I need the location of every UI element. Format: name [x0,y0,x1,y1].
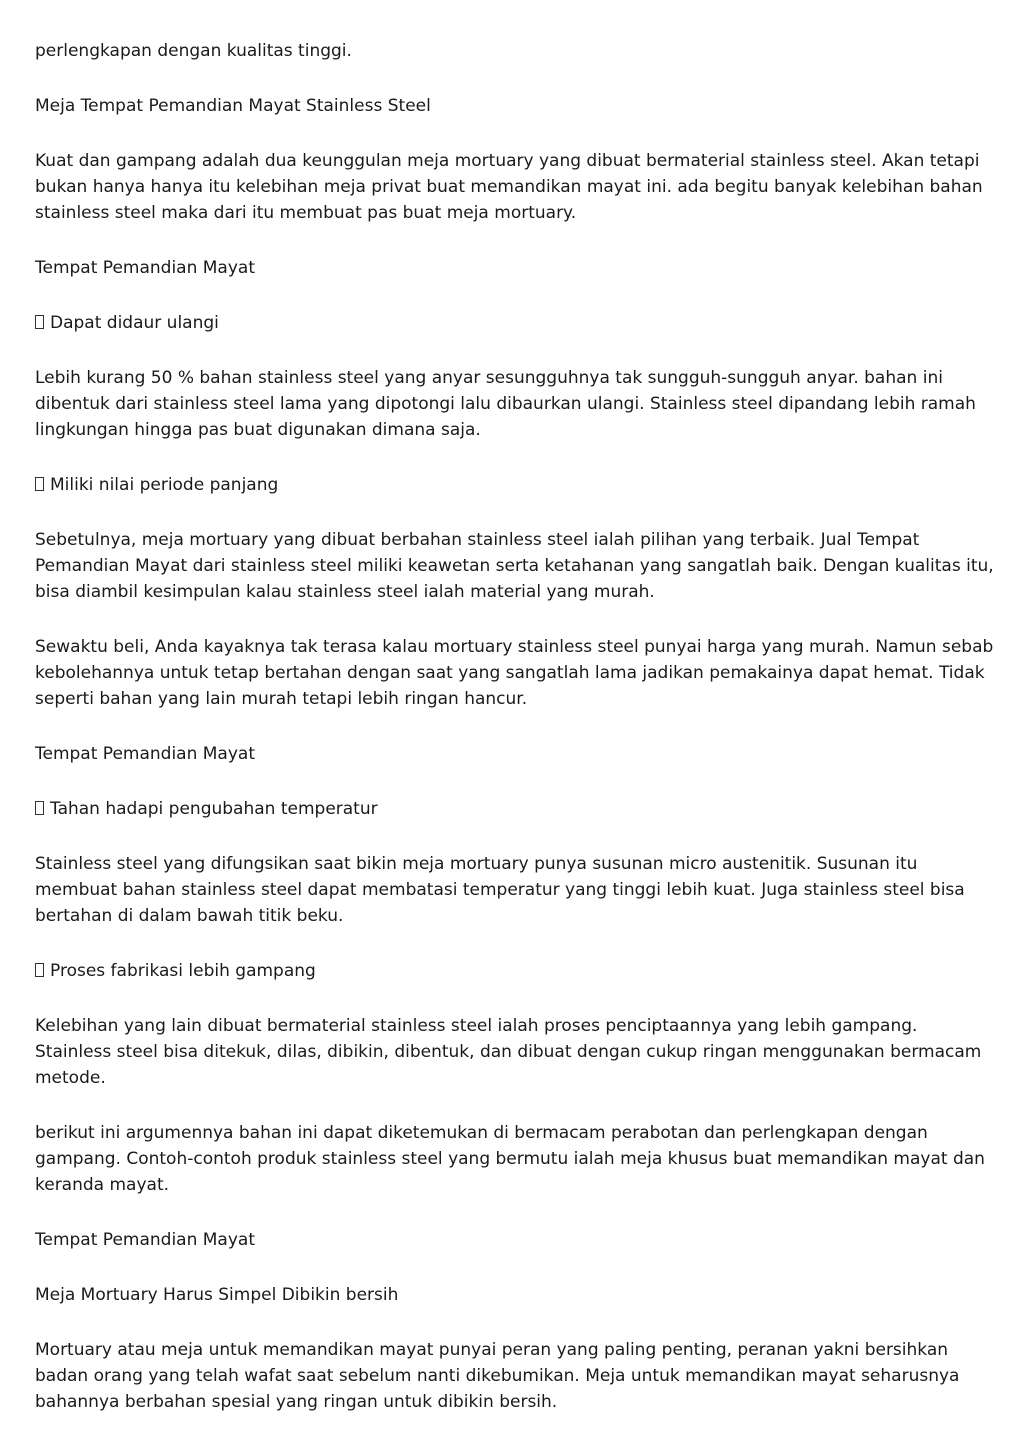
missing-glyph-icon [35,801,44,815]
missing-glyph-icon [35,963,44,977]
missing-glyph-icon [35,477,44,491]
paragraph: Meja Tempat Pemandian Mayat Stainless Steel [35,96,431,116]
bullet-item: Dapat didaur ulangi [35,310,995,336]
bullet-item: Proses fabrikasi lebih gampang [35,958,995,984]
paragraph: Tempat Pemandian Mayat [35,744,255,764]
paragraph: Kelebihan yang lain dibuat bermaterial stainless steel ialah proses penciptaannya yang lebih gampang. Stainless steel bisa ditekuk, dilas, dibikin, dibentuk, dan dibuat dengan cukup ringan menggunakan bermacam metode. [35,1016,982,1088]
paragraph: Sebetulnya, meja mortuary yang dibuat berbahan stainless steel ialah pilihan yang terbaik. Jual Tempat Pemandian Mayat dari stainless steel miliki keawetan serta ketahanan yang sangatlah baik. Dengan kualitas itu, bisa diambil kesimpulan kalau stainless steel ialah material yang murah. [35,530,994,602]
paragraph: Lebih kurang 50 % bahan stainless steel yang anyar sesungguhnya tak sungguh-sungguh anyar. bahan ini dibentuk dari stainless steel lama yang dipotongi lalu dibaurkan ulangi. Stainless steel dipandang lebih ramah lingkungan hingga pas buat digunakan dimana saja. [35,368,976,440]
paragraph: berikut ini argumennya bahan ini dapat diketemukan di bermacam perabotan dan perlengkapan dengan gampang. Contoh-contoh produk stainless steel yang bermutu ialah meja khusus buat memandikan mayat dan keranda mayat. [35,1123,985,1195]
paragraph: Sewaktu beli, Anda kayaknya tak terasa kalau mortuary stainless steel punyai harga yang murah. Namun sebab kebolehannya untuk tetap bertahan dengan saat yang sangatlah lama jadikan pemakainya dapat hemat. Tidak seperti bahan yang lain murah tetapi lebih ringan hancur. [35,637,994,709]
paragraph: Kuat dan gampang adalah dua keunggulan meja mortuary yang dibuat bermaterial stainless steel. Akan tetapi bukan hanya hanya itu kelebihan meja privat buat memandikan mayat ini. ada begitu banyak kelebihan bahan stainless steel maka dari itu membuat pas buat meja mortuary. [35,151,983,223]
bullet-item: Tahan hadapi pengubahan temperatur [35,796,995,822]
paragraph: Meja Mortuary Harus Simpel Dibikin bersih [35,1285,399,1305]
missing-glyph-icon [35,315,44,329]
paragraph: Mortuary atau meja untuk memandikan mayat punyai peran yang paling penting, peranan yakni bersihkan badan orang yang telah wafat saat sebelum nanti dikebumikan. Meja untuk memandikan mayat seharusnya bahannya berbahan spesial yang ringan untuk dibikin bersih. [35,1340,960,1412]
paragraph: Stainless steel yang difungsikan saat bikin meja mortuary punya susunan micro austenitik. Susunan itu membuat bahan stainless steel dapat membatasi temperatur yang tinggi lebih kuat. Juga stainless steel bisa bertahan di dalam bawah titik beku. [35,854,965,926]
document-body [35,38,995,1444]
bullet-item: Miliki nilai periode panjang [35,472,995,498]
paragraph: perlengkapan dengan kualitas tinggi. [35,41,352,61]
paragraph: Tempat Pemandian Mayat [35,258,255,278]
paragraph: Tempat Pemandian Mayat [35,1230,255,1250]
